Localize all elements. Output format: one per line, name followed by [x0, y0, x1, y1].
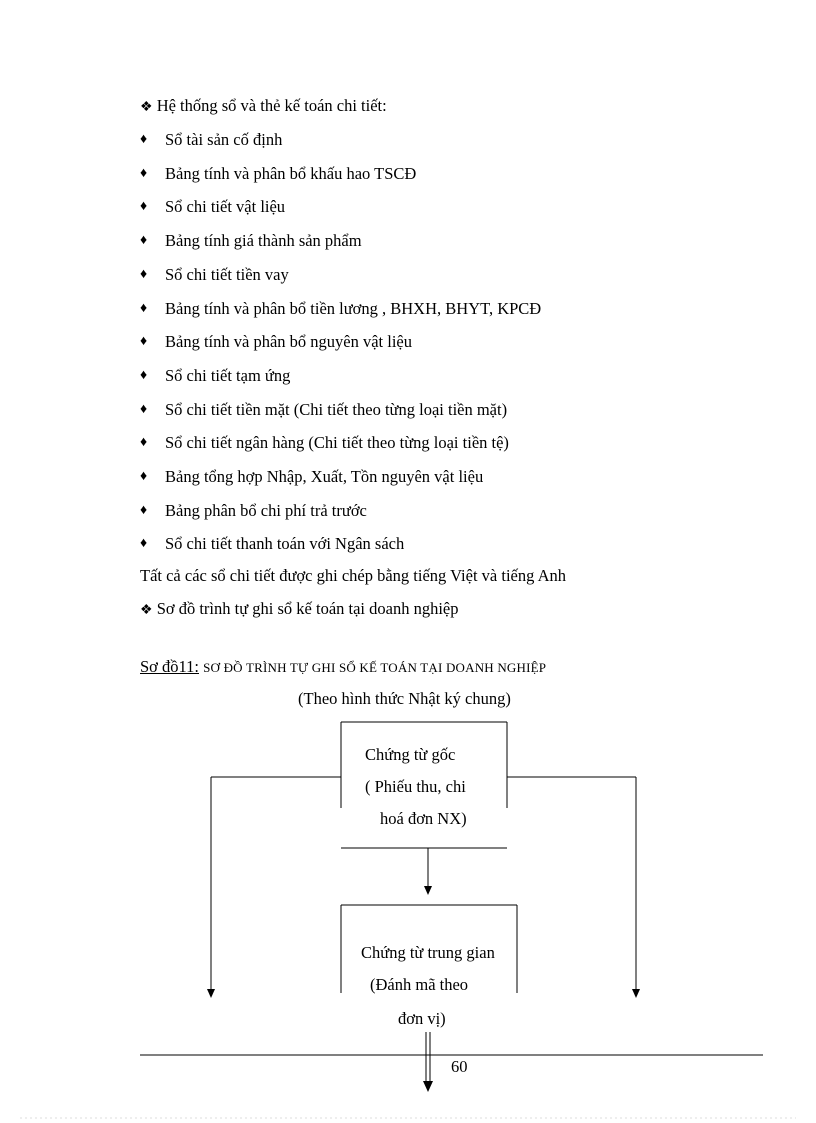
list-item: Sổ chi tiết tạm ứng: [165, 366, 291, 385]
arrow-down-icon: [424, 886, 432, 895]
figure-subtitle: (Theo hình thức Nhật ký chung): [298, 689, 511, 708]
box1-line1: Chứng từ gốc: [365, 745, 456, 764]
language-note: Tất cả các sổ chi tiết được ghi chép bằng tiếng Việt và tiếng Anh: [140, 566, 566, 585]
diagram-heading-text: Sơ đồ trình tự ghi sổ kế toán tại doanh nghiệp: [156, 599, 459, 618]
diamond-bullet-icon: ♦: [140, 199, 148, 214]
box2-line3: đơn vị): [398, 1009, 446, 1028]
arrow-down-icon: [207, 989, 215, 998]
list-item: Sổ chi tiết tiền vay: [165, 265, 289, 284]
diamond-bullet-icon: ♦: [140, 301, 148, 316]
box2-line2: (Đánh mã theo: [370, 975, 469, 994]
heading-bullet-icon: ❖: [140, 603, 153, 618]
heading-bullet-icon: ❖: [140, 100, 153, 115]
list-item: Sổ chi tiết thanh toán với Ngân sách: [165, 534, 405, 553]
right-connector: [507, 777, 640, 998]
box2-line1: Chứng từ trung gian: [361, 943, 495, 962]
diamond-bullet-icon: ♦: [140, 469, 148, 484]
diamond-bullet-icon: ♦: [140, 536, 148, 551]
diamond-bullet-icon: ♦: [140, 334, 148, 349]
list-item: Bảng phân bổ chi phí trả trước: [165, 501, 367, 520]
list-item: Sổ tài sản cố định: [165, 130, 283, 149]
list-item: Sổ chi tiết vật liệu: [165, 197, 286, 216]
box1-line2: ( Phiếu thu, chi: [365, 777, 466, 796]
diamond-bullet-icon: ♦: [140, 132, 148, 147]
list-item: Bảng tổng hợp Nhập, Xuất, Tồn nguyên vật liệu: [165, 467, 484, 486]
diamond-bullet-icon: ♦: [140, 368, 148, 383]
left-connector: [207, 777, 341, 998]
bottom-double-arrow: [423, 1032, 433, 1092]
ledger-system-heading-text: Hệ thống sổ và thẻ kế toán chi tiết:: [156, 96, 387, 115]
list-item: Bảng tính và phân bổ khấu hao TSCĐ: [165, 164, 417, 183]
figure-title: SƠ ĐỒ TRÌNH TỰ GHI SỔ KẾ TOÁN TẠI DOANH NGHIỆP: [203, 660, 547, 675]
arrow-down-icon: [632, 989, 640, 998]
box1-line3: hoá đơn NX): [380, 809, 467, 828]
diamond-bullet-icon: ♦: [140, 166, 148, 181]
diamond-bullet-icon: ♦: [140, 233, 148, 248]
list-item: Sổ chi tiết ngân hàng (Chi tiết theo từng loại tiền tệ): [165, 433, 509, 452]
diamond-bullet-icon: ♦: [140, 435, 148, 450]
box1-to-box2-arrow: [424, 848, 432, 895]
list-item: Sổ chi tiết tiền mặt (Chi tiết theo từng loại tiền mặt): [165, 400, 508, 419]
arrow-down-icon: [423, 1081, 433, 1092]
list-item: Bảng tính và phân bổ tiền lương , BHXH, BHYT, KPCĐ: [165, 299, 542, 318]
list-item: Bảng tính giá thành sản phẩm: [165, 231, 362, 250]
page-number: 60: [451, 1057, 468, 1076]
diamond-bullet-icon: ♦: [140, 402, 148, 417]
diamond-bullet-icon: ♦: [140, 503, 148, 518]
figure-label: Sơ đồ11:: [140, 657, 199, 676]
list-item: Bảng tính và phân bổ nguyên vật liệu: [165, 332, 412, 351]
diamond-bullet-icon: ♦: [140, 267, 148, 282]
